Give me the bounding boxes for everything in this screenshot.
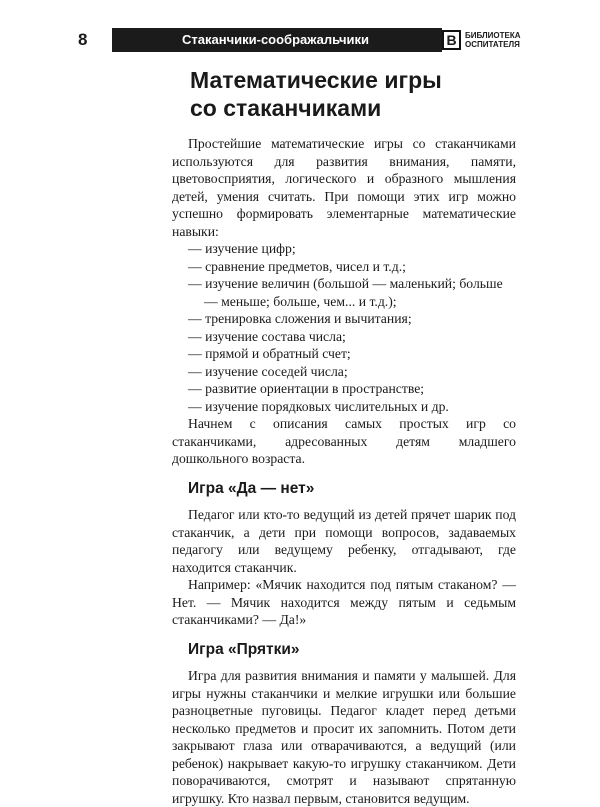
game2-paragraph-1: Игра для развития внимания и памяти у малышей. Для игры нужны стаканчики и мелкие игрушки или большие разноцветные пуговицы. Педагог кладет перед детьми несколько предметов и просит их запомнить. Потом дети закрывают глаза или отварачиваются, а ведущий (или ребенок) накрывает какую-то игрушку стаканчиком. Дети поворачиваются, смотрят и называют спрятанную игрушку. Кто назвал первым, становится ведущим. bbox=[172, 668, 516, 806]
article-body bbox=[172, 135, 516, 807]
list-item: — прямой и обратный счет; bbox=[188, 346, 351, 361]
list-item: — изучение соседей числа; bbox=[188, 363, 348, 379]
page-title bbox=[190, 66, 442, 122]
running-title: Стаканчики-соображальчики bbox=[112, 28, 442, 52]
logo-line-2: ОСПИТАТЕЛЯ bbox=[465, 40, 520, 49]
page-header bbox=[0, 28, 600, 54]
list-item: — сравнение предметов, чисел и т.д.; bbox=[188, 258, 406, 274]
list-item: — изучение порядковых числительных и др. bbox=[188, 398, 449, 414]
title-line-1: Математические игры bbox=[190, 67, 442, 93]
game1-paragraph-1: Педагог или кто-то ведущий из детей прячет шарик под стаканчик, а дети при помощи вопросов, задаваемых педагогу или ведущему ребенку, отгадывают, где находится стаканчик. bbox=[172, 507, 516, 575]
game1-paragraph-2: Например: «Мячик находится под пятым стаканом? — Нет. — Мячик находится между пятым и седьмым стаканчиками? — Да!» bbox=[172, 577, 516, 627]
game2-heading: Игра «Прятки» bbox=[188, 640, 300, 658]
game1-heading: Игра «Да — нет» bbox=[188, 479, 315, 497]
list-item: — изучение величин (большой — маленький; больше — меньше; больше, чем... и т.д.); bbox=[188, 276, 503, 309]
series-logo bbox=[442, 28, 522, 52]
intro-paragraph: Простейшие математические игры со стаканчиками используются для развития внимания, памяти, цветовосприятия, логического и образного мышления детей, умения считать. При помощи этих игр можно успешно формировать элементарные математические навыки: bbox=[172, 136, 516, 239]
logo-letter: В bbox=[442, 30, 461, 50]
skills-list bbox=[172, 240, 516, 415]
title-line-2: со стаканчиками bbox=[190, 95, 382, 121]
page-number: 8 bbox=[78, 30, 88, 49]
list-item: — изучение состава числа; bbox=[188, 328, 346, 344]
list-item: — изучение цифр; bbox=[188, 241, 296, 256]
logo-text bbox=[465, 31, 521, 49]
logo-line-1: БИБЛИОТЕКА bbox=[465, 31, 521, 40]
list-item: — развитие ориентации в пространстве; bbox=[188, 381, 425, 396]
list-item: — тренировка сложения и вычитания; bbox=[188, 311, 412, 326]
outro-paragraph: Начнем с описания самых простых игр со стаканчиками, адресованных детям младшего дошкольного возраста. bbox=[172, 416, 516, 466]
